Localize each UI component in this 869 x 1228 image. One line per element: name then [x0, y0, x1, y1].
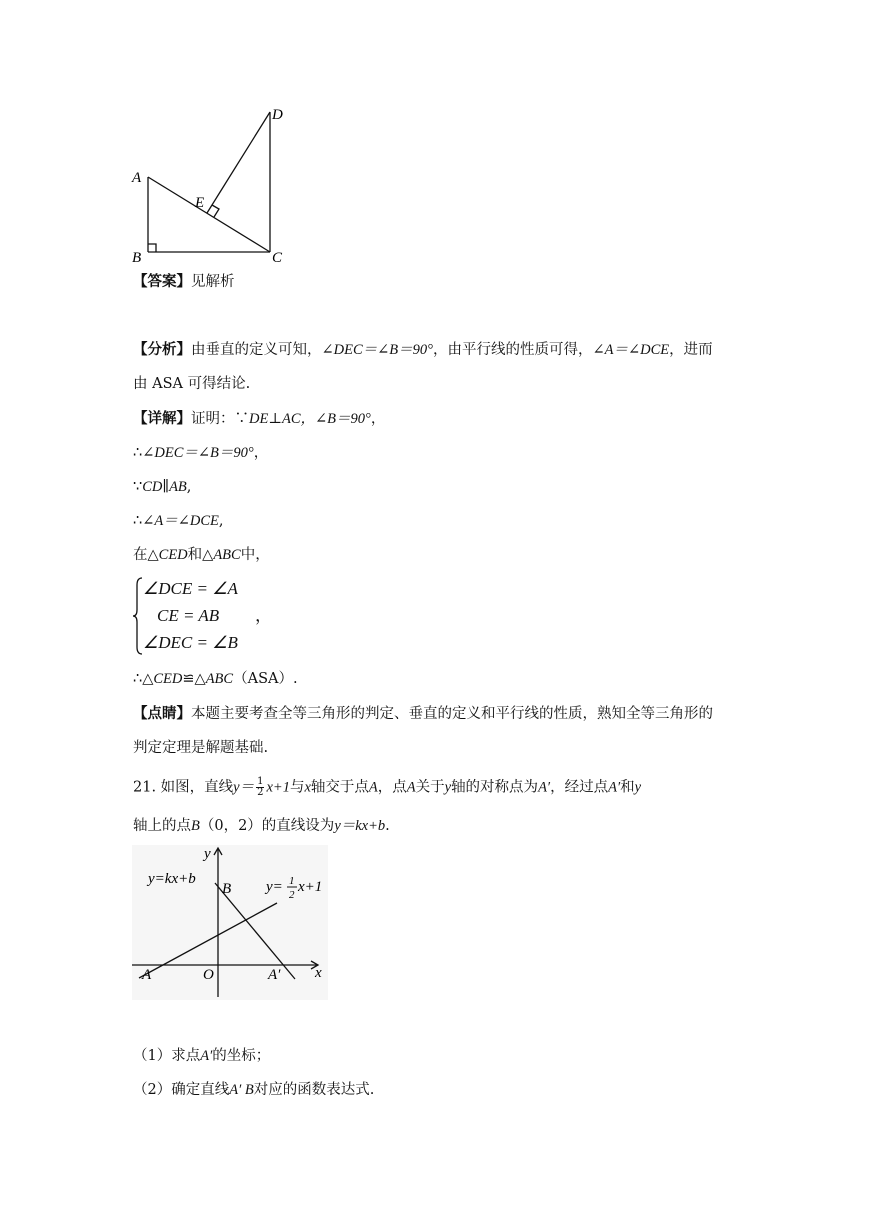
q21-text-c: 轴交于点	[310, 779, 369, 796]
therefore-symbol: ∴	[133, 445, 143, 461]
q21-text-d: ，点	[377, 779, 407, 796]
comment-line-1	[133, 705, 713, 723]
analysis-text-1a: 由垂直的定义可知，	[191, 342, 322, 358]
q21-line-eq: y＝kx+b	[334, 818, 386, 834]
detail-tag: 【详解】	[133, 410, 191, 427]
analysis-math-1: ∠DEC＝∠B＝90°	[321, 342, 433, 358]
equation-system	[133, 575, 293, 657]
q21-text-g: ，经过点	[550, 779, 609, 796]
q21-x-plus1: x+1	[266, 779, 290, 796]
equation-3: ∠DEC = ∠B	[143, 633, 238, 652]
point-label-A: A	[142, 967, 152, 983]
answer-tag: 【答案】	[133, 273, 191, 290]
q21-y-2: y	[634, 779, 642, 796]
segment-AC	[148, 177, 270, 252]
q21-text-b: 与	[289, 779, 305, 796]
q21-text-2b: （0，2）的直线设为	[199, 818, 335, 834]
question-21-line-1	[133, 777, 641, 798]
q21-y: y	[444, 779, 452, 796]
detail-math-4: ∠A＝∠DCE	[142, 513, 219, 529]
point-label-B: B	[222, 881, 232, 897]
part-2	[133, 1081, 374, 1099]
detail-line-5	[133, 546, 270, 564]
detail-text-4b: ,	[218, 513, 224, 529]
detail-math-5b: ABC	[213, 547, 241, 563]
detail-concl-c: （ASA）.	[233, 671, 298, 687]
coordinate-figure	[132, 845, 328, 1000]
detail-line-1	[133, 410, 385, 428]
analysis-tag: 【分析】	[133, 341, 191, 358]
equation-1: ∠DCE = ∠A	[143, 579, 238, 598]
detail-math-2: ∠DEC＝∠B＝90°	[142, 445, 254, 461]
part-2-math: A′ B	[229, 1082, 254, 1098]
origin-label-O: O	[203, 967, 214, 983]
comment-tag: 【点睛】	[133, 705, 191, 722]
q21-B: B	[191, 818, 200, 834]
line2-frac-num: 1	[289, 875, 295, 887]
q21-A: A	[368, 779, 378, 796]
point-label-Aprime: A′	[268, 967, 281, 983]
q21-Aprime: A′	[538, 779, 551, 796]
therefore-symbol: ∴	[133, 513, 143, 529]
analysis-text-1c: ，进而	[669, 342, 713, 358]
comment-text-2: 判定定理是解题基础.	[133, 740, 269, 756]
line2-label-right: x+1	[298, 879, 323, 895]
answer-line	[133, 273, 235, 291]
q21-frac-num: 1	[257, 776, 264, 787]
line2-label-left: y=	[266, 879, 283, 895]
detail-concl-a: ∴△	[133, 671, 154, 687]
y-axis-label: y	[204, 846, 211, 862]
question-21-line-2	[133, 817, 390, 835]
label-E: E	[195, 195, 205, 211]
detail-text-1a: 证明：∵	[191, 411, 249, 427]
analysis-text-2: 由 ASA 可得结论.	[133, 376, 251, 392]
q21-text-e: 关于	[415, 779, 445, 796]
equation-2: CE = AB	[157, 606, 220, 625]
part-2-b: 对应的函数表达式.	[253, 1082, 375, 1098]
q21-text-f: 轴的对称点为	[451, 779, 539, 796]
x-axis-label: x	[315, 965, 322, 981]
triangle-figure	[120, 100, 300, 272]
right-angle-mark-B	[148, 244, 156, 252]
q21-A-2: A	[406, 779, 416, 796]
part-1	[133, 1047, 270, 1065]
q21-text-a: 21. 如图，直线	[133, 779, 234, 796]
segment-DE	[207, 112, 270, 213]
left-brace	[133, 577, 143, 655]
detail-concl-m2: ABC	[205, 671, 234, 687]
q21-fraction	[256, 777, 264, 798]
q21-text-2c: .	[385, 818, 390, 834]
detail-concl-b: ≌△	[182, 671, 206, 687]
analysis-text-1b: ，由平行线的性质可得，	[432, 342, 593, 358]
part-1-math: A′	[200, 1048, 213, 1064]
comment-text-1: 本题主要考查全等三角形的判定、垂直的定义和平行线的性质，熟知全等三角形的	[191, 706, 713, 722]
q21-frac-den: 2	[257, 787, 264, 798]
analysis-line-1	[133, 341, 713, 359]
detail-line-3	[133, 478, 191, 496]
label-A: A	[132, 170, 142, 186]
q21-text-2a: 轴上的点	[133, 818, 191, 834]
system-comma: ，	[255, 606, 272, 625]
detail-math-3: CD∥AB	[142, 479, 187, 495]
comment-line-2	[133, 739, 268, 757]
detail-text-3b: ,	[186, 479, 192, 495]
detail-text-5c: 中，	[240, 547, 270, 563]
q21-Aprime-2: A′	[608, 779, 621, 796]
coordinate-figure-svg	[132, 845, 328, 1000]
detail-text-1b: ，	[370, 411, 386, 427]
label-D: D	[272, 107, 283, 123]
part-2-a: （2）确定直线	[133, 1082, 230, 1098]
detail-conclusion	[133, 670, 298, 688]
analysis-math-2: ∠A＝∠DCE	[592, 342, 670, 358]
detail-line-2	[133, 444, 268, 462]
label-B: B	[132, 250, 142, 266]
part-1-a: （1）求点	[133, 1048, 201, 1064]
detail-text-2b: ，	[253, 445, 269, 461]
detail-math-5a: CED	[158, 547, 188, 563]
q21-x: x	[304, 779, 311, 796]
line-label-kx-plus-b: y=kx+b	[148, 871, 196, 887]
detail-math-1: DE⊥AC，∠B＝90°	[249, 411, 371, 427]
detail-text-5b: 和△	[187, 547, 214, 563]
because-symbol: ∵	[133, 479, 143, 495]
line2-frac-den: 2	[289, 889, 295, 901]
right-angle-mark-E	[212, 205, 219, 217]
detail-concl-m1: CED	[153, 671, 183, 687]
answer-text: 见解析	[191, 274, 235, 290]
part-1-b: 的坐标；	[212, 1048, 271, 1064]
label-C: C	[272, 250, 283, 266]
q21-text-h: 和	[620, 779, 635, 796]
analysis-line-2	[133, 375, 250, 393]
q21-y-eq: y＝	[233, 779, 255, 796]
detail-line-4	[133, 512, 224, 530]
detail-text-5a: 在△	[133, 547, 159, 563]
